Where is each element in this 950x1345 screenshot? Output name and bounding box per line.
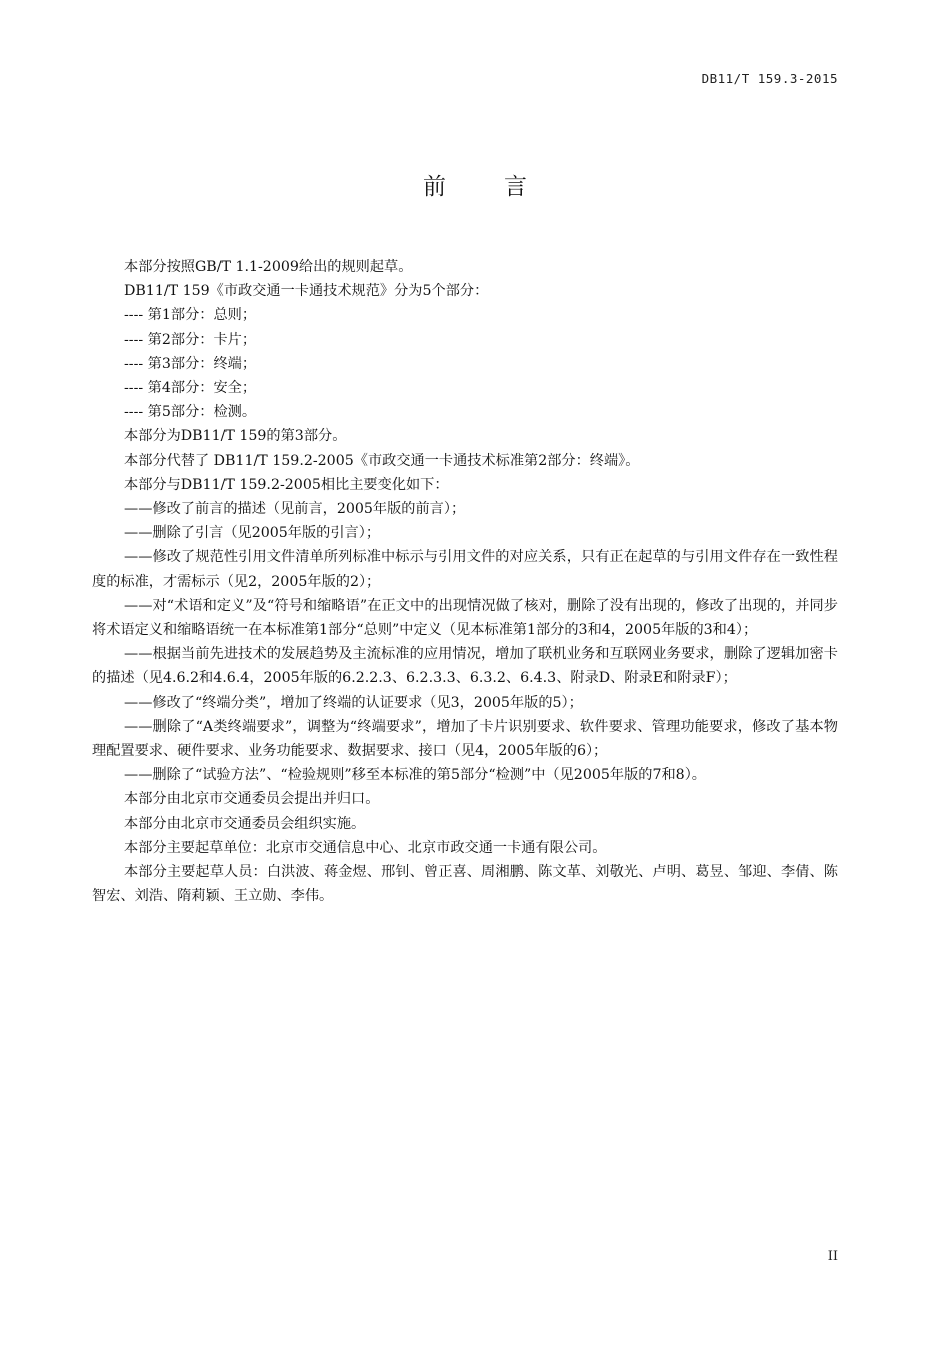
change-item: ——修改了前言的描述（见前言，2005年版的前言）； xyxy=(124,501,466,518)
list-item: ---- 第3部分：终端； xyxy=(124,355,257,372)
change-item: ——修改了“终端分类”，增加了终端的认证要求（见3，2005年版的5）； xyxy=(124,694,583,711)
list-item: ---- 第4部分：安全； xyxy=(124,380,257,397)
paragraph: 本部分由北京市交通委员会提出并归口。 xyxy=(124,791,380,808)
paragraph: 本部分主要起草单位：北京市交通信息中心、北京市政交通一卡通有限公司。 xyxy=(124,839,607,856)
paragraph: 本部分由北京市交通委员会组织实施。 xyxy=(124,815,366,832)
change-item: ——修改了规范性引用文件清单所列标准中标示与引用文件的对应关系，只有正在起草的与引用文件存在一致性程度的标准，才需标示（见2，2005年版的2）； xyxy=(92,549,838,590)
foreword-body xyxy=(92,255,838,908)
list-item: ---- 第2部分：卡片； xyxy=(124,331,257,348)
paragraph: 本部分代替了 DB11/T 159.2-2005《市政交通一卡通技术标准第2部分：终端》。 xyxy=(124,452,640,469)
change-item: ——删除了引言（见2005年版的引言）； xyxy=(124,525,381,542)
change-item: ——删除了“试验方法”、“检验规则”移至本标准的第5部分“检测”中（见2005年版的7和8）。 xyxy=(124,767,706,784)
change-item: ——删除了“A类终端要求”，调整为“终端要求”，增加了卡片识别要求、软件要求、管理功能要求，修改了基本物理配置要求、硬件要求、业务功能要求、数据要求、接口（见4，2005年版的6）； xyxy=(92,718,838,760)
page-number: II xyxy=(827,1249,838,1264)
paragraph: 本部分主要起草人员：白洪波、蒋金煜、邢钊、曾正喜、周湘鹏、陈文革、刘敬光、卢明、葛昱、邹迎、李倩、陈智宏、刘浩、隋莉颖、王立勋、李伟。 xyxy=(92,864,838,905)
page-title: 前言 xyxy=(423,174,585,200)
change-item: ——根据当前先进技术的发展趋势及主流标准的应用情况，增加了联机业务和互联网业务要求，删除了逻辑加密卡的描述（见4.6.2和4.6.4，2005年版的6.2.2.3、6.2.3.3、6.3.2、6.4.3、附录D、附录E和附录F）； xyxy=(92,646,838,687)
paragraph: 本部分与DB11/T 159.2-2005相比主要变化如下： xyxy=(124,476,449,493)
list-item: ---- 第5部分：检测。 xyxy=(124,404,257,421)
document-code: DB11/T 159.3-2015 xyxy=(701,71,838,86)
paragraph: DB11/T 159《市政交通一卡通技术规范》分为5个部分： xyxy=(124,283,489,300)
paragraph: 本部分按照GB/T 1.1-2009给出的规则起草。 xyxy=(124,259,413,275)
paragraph: 本部分为DB11/T 159的第3部分。 xyxy=(124,428,347,445)
list-item: ---- 第1部分：总则； xyxy=(124,307,257,324)
change-item: ——对“术语和定义”及“符号和缩略语”在正文中的出现情况做了核对，删除了没有出现的，修改了出现的，并同步将术语定义和缩略语统一在本标准第1部分“总则”中定义（见本标准第1部分的3和4，2005年版的3和4）； xyxy=(92,597,838,639)
